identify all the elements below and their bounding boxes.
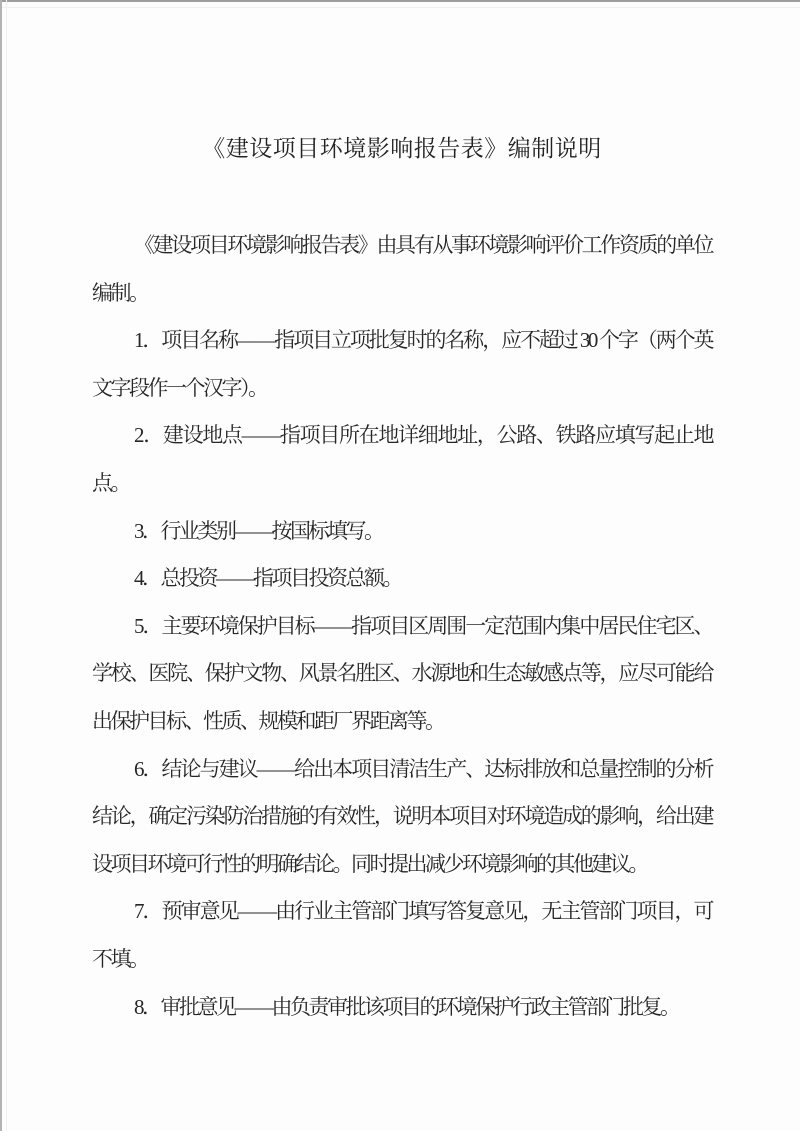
document-body bbox=[92, 222, 712, 1031]
item-6-conclusions-suggestions: 6．结论与建议——给出本项目清洁生产、达标排放和总量控制的分析结论，确定污染防治措施的有效性，说明本项目对环境造成的影响，给出建设项目环境可行性的明确结论。同时提出减少环境影响的其他建议。 bbox=[92, 756, 712, 876]
item-2-construction-site: 2．建设地点——指项目所在地详细地址，公路、铁路应填写起止地点。 bbox=[92, 423, 712, 495]
item-3-industry-category: 3．行业类别——按国标填写。 bbox=[134, 518, 383, 543]
page-edge-left bbox=[0, 0, 2, 1131]
page-edge-left-faint bbox=[6, 0, 7, 1131]
item-4-total-investment: 4．总投资——指项目投资总额。 bbox=[134, 566, 401, 591]
item-5-protection-targets: 5．主要环境保护目标——指项目区周围一定范围内集中居民住宅区、学校、医院、保护文物、风景名胜区、水源地和生态敏感点等，应尽可能给出保护目标、性质、规模和距厂界距离等。 bbox=[92, 613, 712, 733]
item-1-project-name: 1．项目名称——指项目立项批复时的名称，应不超过 30 个字（两个英文字段作一个汉字）。 bbox=[92, 328, 712, 400]
intro-paragraph: 《建设项目环境影响报告表》由具有从事环境影响评价工作资质的单位编制。 bbox=[92, 233, 712, 305]
item-8-approval-opinion: 8．审批意见——由负责审批该项目的环境保护行政主管部门批复。 bbox=[134, 994, 679, 1019]
item-7-pre-review-opinion: 7．预审意见——由行业主管部门填写答复意见，无主管部门项目，可不填。 bbox=[92, 899, 712, 971]
document-content bbox=[92, 0, 712, 1031]
document-title: 《建设项目环境影响报告表》编制说明 bbox=[202, 136, 602, 161]
